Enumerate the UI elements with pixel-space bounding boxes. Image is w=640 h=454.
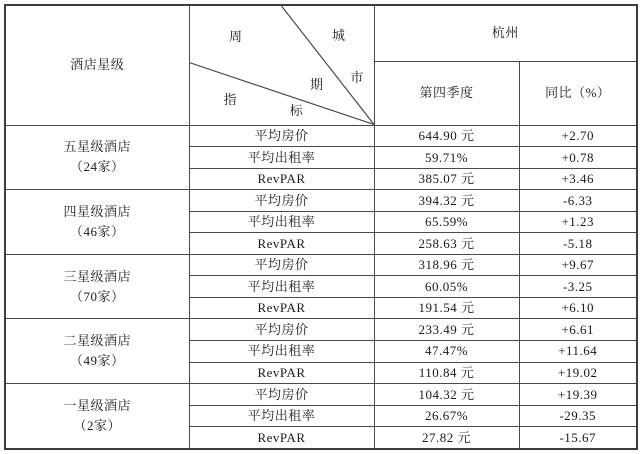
table-row [5,190,637,212]
category-hotel-count: （46家） [69,223,125,239]
diagonal-label-indicator-char1: 指 [223,91,237,107]
diagonal-label-period-char2: 期 [309,77,323,93]
value-cell: 26.67% [374,405,519,427]
indicator-cell: RevPAR [189,427,374,449]
yoy-cell: -5.18 [519,233,637,255]
yoy-cell: -15.67 [519,427,637,449]
value-cell: 385.07 元 [374,168,519,190]
indicator-cell: 平均出租率 [189,405,374,427]
header-fourth-quarter: 第四季度 [374,61,519,125]
value-cell: 65.59% [374,211,519,233]
yoy-cell: +9.67 [519,254,637,276]
category-cell [5,319,189,384]
header-row-top [5,5,637,61]
category-hotel-count: （70家） [69,288,125,304]
header-yoy-percent: 同比（%） [519,61,637,125]
category-cell [5,125,189,190]
value-cell: 110.84 元 [374,362,519,384]
yoy-cell: +2.70 [519,125,637,147]
yoy-cell: +0.78 [519,147,637,169]
category-name: 二星级酒店 [63,333,131,349]
indicator-cell: 平均出租率 [189,147,374,169]
indicator-cell: 平均房价 [189,125,374,147]
indicator-cell: 平均房价 [189,384,374,406]
diagonal-label-indicator-char2: 标 [289,103,303,119]
indicator-cell: 平均房价 [189,254,374,276]
indicator-cell: 平均出租率 [189,340,374,362]
yoy-cell: +19.39 [519,384,637,406]
value-cell: 233.49 元 [374,319,519,341]
value-cell: 644.90 元 [374,125,519,147]
value-cell: 59.71% [374,147,519,169]
table-row [5,254,637,276]
indicator-cell: RevPAR [189,297,374,319]
yoy-cell: -6.33 [519,190,637,212]
yoy-cell: +6.10 [519,297,637,319]
category-cell [5,190,189,255]
yoy-cell: -3.25 [519,276,637,298]
value-cell: 258.63 元 [374,233,519,255]
table-row [5,384,637,406]
category-hotel-count: （2家） [73,418,121,434]
category-name: 三星级酒店 [63,268,131,284]
value-cell: 60.05% [374,276,519,298]
diagonal-label-period-char1: 周 [228,29,243,45]
header-hotel-star-level: 酒店星级 [5,5,189,125]
indicator-cell: 平均房价 [189,319,374,341]
indicator-cell: RevPAR [189,362,374,384]
category-name: 四星级酒店 [63,203,131,219]
value-cell: 104.32 元 [374,384,519,406]
header-diagonal-cell [189,5,374,125]
yoy-cell: -29.35 [519,405,637,427]
category-hotel-count: （24家） [69,159,125,175]
yoy-cell: +11.64 [519,340,637,362]
category-cell [5,254,189,319]
category-cell [5,384,189,449]
category-hotel-count: （49家） [69,353,125,369]
diagonal-label-city-char1: 城 [332,27,346,43]
indicator-cell: 平均房价 [189,190,374,212]
category-name: 一星级酒店 [63,398,131,414]
yoy-cell: +6.61 [519,319,637,341]
header-city-hangzhou: 杭州 [374,5,637,61]
hotel-statistics-table [4,4,638,450]
category-name: 五星级酒店 [63,139,131,155]
indicator-cell: RevPAR [189,233,374,255]
diagonal-divider-lines [190,6,374,125]
yoy-cell: +3.46 [519,168,637,190]
indicator-cell: 平均出租率 [189,211,374,233]
value-cell: 318.96 元 [374,254,519,276]
table-row [5,125,637,147]
yoy-cell: +1.23 [519,211,637,233]
indicator-cell: RevPAR [189,168,374,190]
value-cell: 191.54 元 [374,297,519,319]
yoy-cell: +19.02 [519,362,637,384]
diagonal-label-city-char2: 市 [350,70,364,86]
indicator-cell: 平均出租率 [189,276,374,298]
value-cell: 27.82 元 [374,427,519,449]
value-cell: 47.47% [374,340,519,362]
value-cell: 394.32 元 [374,190,519,212]
table-row [5,319,637,341]
